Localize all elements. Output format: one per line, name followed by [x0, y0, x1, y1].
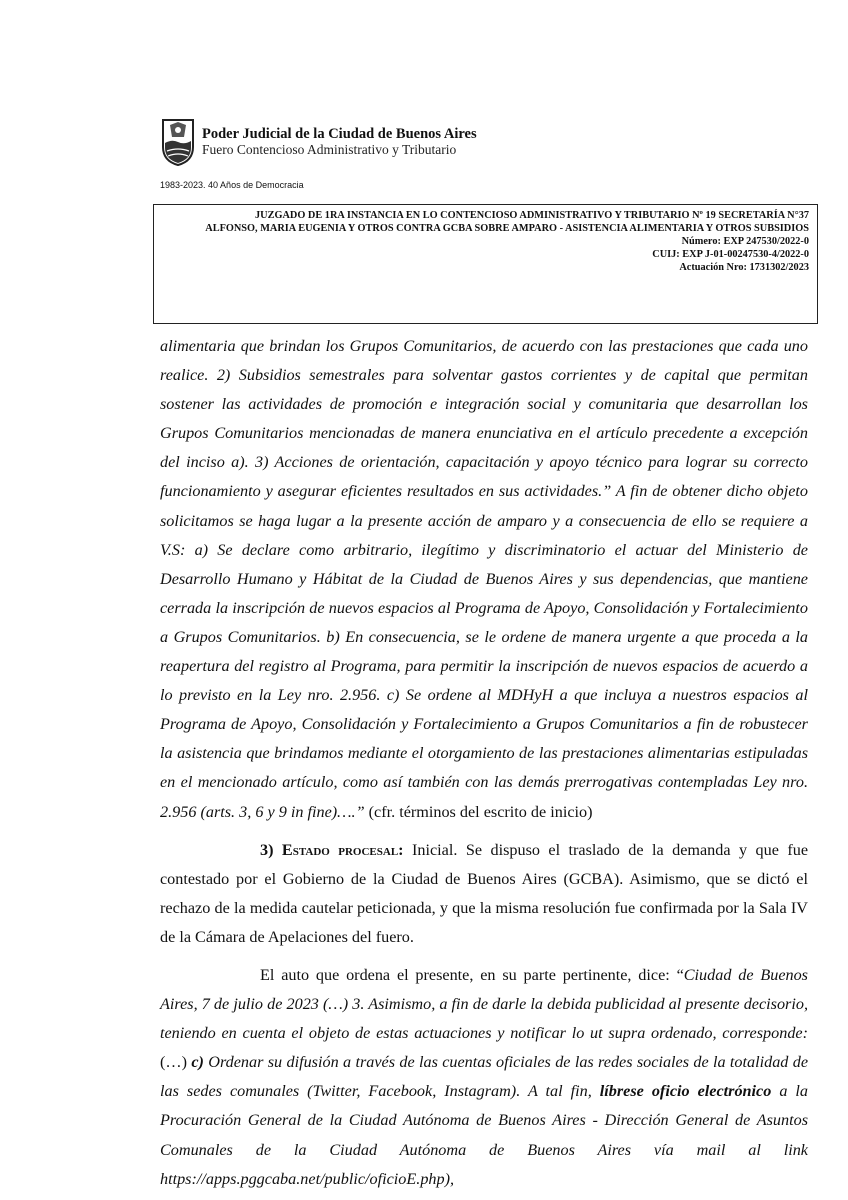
order-quote-b: Ordenar su difusión a través de las cuentas oficiales de las redes sociales de la totalidad de las sedes comunales (Twitter, Facebook, Instagram). A tal fin,: [160, 1053, 809, 1101]
order-quote-a: Ciudad de Buenos Aires, 7 de julio de 2023 (…) 3. Asimismo, a fin de darle la debida publicidad al presente decisorio, teniendo en cuenta el objeto de estas actuaciones y notificar lo ut supra ordenado, corresponde:: [160, 965, 808, 1043]
procedural-status-label: 3) Estado procesal:: [260, 840, 404, 859]
case-number: Número: EXP 247530/2022-0: [681, 236, 809, 247]
paragraph-procedural-status: [160, 836, 808, 952]
order-intro: El auto que ordena el presente, en su parte pertinente, dice: “: [260, 965, 684, 984]
document-body: [160, 332, 808, 1194]
actuacion-number: Actuación Nro: 1731302/2023: [679, 262, 809, 273]
order-ellipsis: (…): [160, 1053, 192, 1072]
court-name: JUZGADO DE 1RA INSTANCIA EN LO CONTENCIOSO ADMINISTRATIVO Y TRIBUTARIO Nº 19 SECRETARÍA N°37: [255, 210, 809, 221]
org-subtitle: Fuero Contencioso Administrativo y Tributario: [202, 142, 457, 157]
commemoration-line: 1983-2023. 40 Años de Democracia: [160, 180, 304, 190]
org-title: Poder Judicial de la Ciudad de Buenos Aires: [202, 126, 477, 142]
paragraph-petition: [160, 332, 808, 827]
letterhead: [160, 117, 477, 167]
case-header-box: [153, 204, 818, 324]
petition-citation: (cfr. términos del escrito de inicio): [364, 802, 593, 821]
cuij-number: CUIJ: EXP J-01-00247530-4/2022-0: [652, 249, 809, 260]
paragraph-order: [160, 961, 808, 1194]
order-quote-c: a la Procuración General de la Ciudad Autónoma de Buenos Aires - Dirección General de Asuntos Comunales de la Ciudad Autónoma de Buenos Aires vía mail al link https://apps.pggcaba.net/public/oficioE.php),: [160, 1082, 809, 1188]
order-oficio: líbrese oficio electrónico: [599, 1082, 772, 1101]
order-item-c: c): [191, 1053, 204, 1072]
city-seal-icon: [160, 117, 196, 167]
procedural-status-text: Inicial. Se dispuso el traslado de la demanda y que fue contestado por el Gobierno de la Ciudad de Buenos Aires (GCBA). Asimismo, que se dictó el rechazo de la medida cautelar peticionada, y que la misma resolución fue confirmada por la Sala IV de la Cámara de Apelaciones del fuero.: [160, 840, 809, 946]
petition-quote: alimentaria que brindan los Grupos Comunitarios, de acuerdo con las prestaciones que cada uno realice. 2) Subsidios semestrales para solventar gastos corrientes y de capital que permitan sostener las actividades de promoción e integración social y comunitaria que desarrollan los Grupos Comunitarios mencionadas de manera enunciativa en el artículo precedente a excepción del inciso a). 3) Acciones de orientación, capacitación y apoyo técnico para lograr su correcto funcionamiento y asegurar eficientes resultados en sus actividades.” A fin de obtener dicho objeto solicitamos se haga lugar a la presente acción de amparo y a consecuencia de ello se requiere a V.S: a) Se declare como arbitrario, ilegítimo y discriminatorio el actuar del Ministerio de Desarrollo Humano y Hábitat de la Ciudad de Buenos Aires y sus dependencias, que mantiene cerrada la inscripción de nuevos espacios al Programa de Apoyo, Consolidación y Fortalecimiento a Grupos Comunitarios. b) En consecuencia, se le ordene de manera urgente a que proceda a la reapertura del registro al Programa, para permitir la inscripción de nuevos espacios de acuerdo a lo previsto en la Ley nro. 2.956. c) Se ordene al MDHyH a que incluya a nuestros espacios al Programa de Apoyo, Consolidación y Fortalecimiento a Grupos Comunitarios a fin de robustecer la asistencia que brindamos mediante el otorgamiento de las prestaciones alimentarias estipuladas en el mencionado artículo, como así también con las demás prerrogativas contempladas Ley nro. 2.956 (arts. 3, 6 y 9 in fine)….”: [160, 337, 808, 821]
case-title: ALFONSO, MARIA EUGENIA Y OTROS CONTRA GCBA SOBRE AMPARO - ASISTENCIA ALIMENTARIA Y OTROS SUBSIDIOS: [205, 223, 809, 234]
